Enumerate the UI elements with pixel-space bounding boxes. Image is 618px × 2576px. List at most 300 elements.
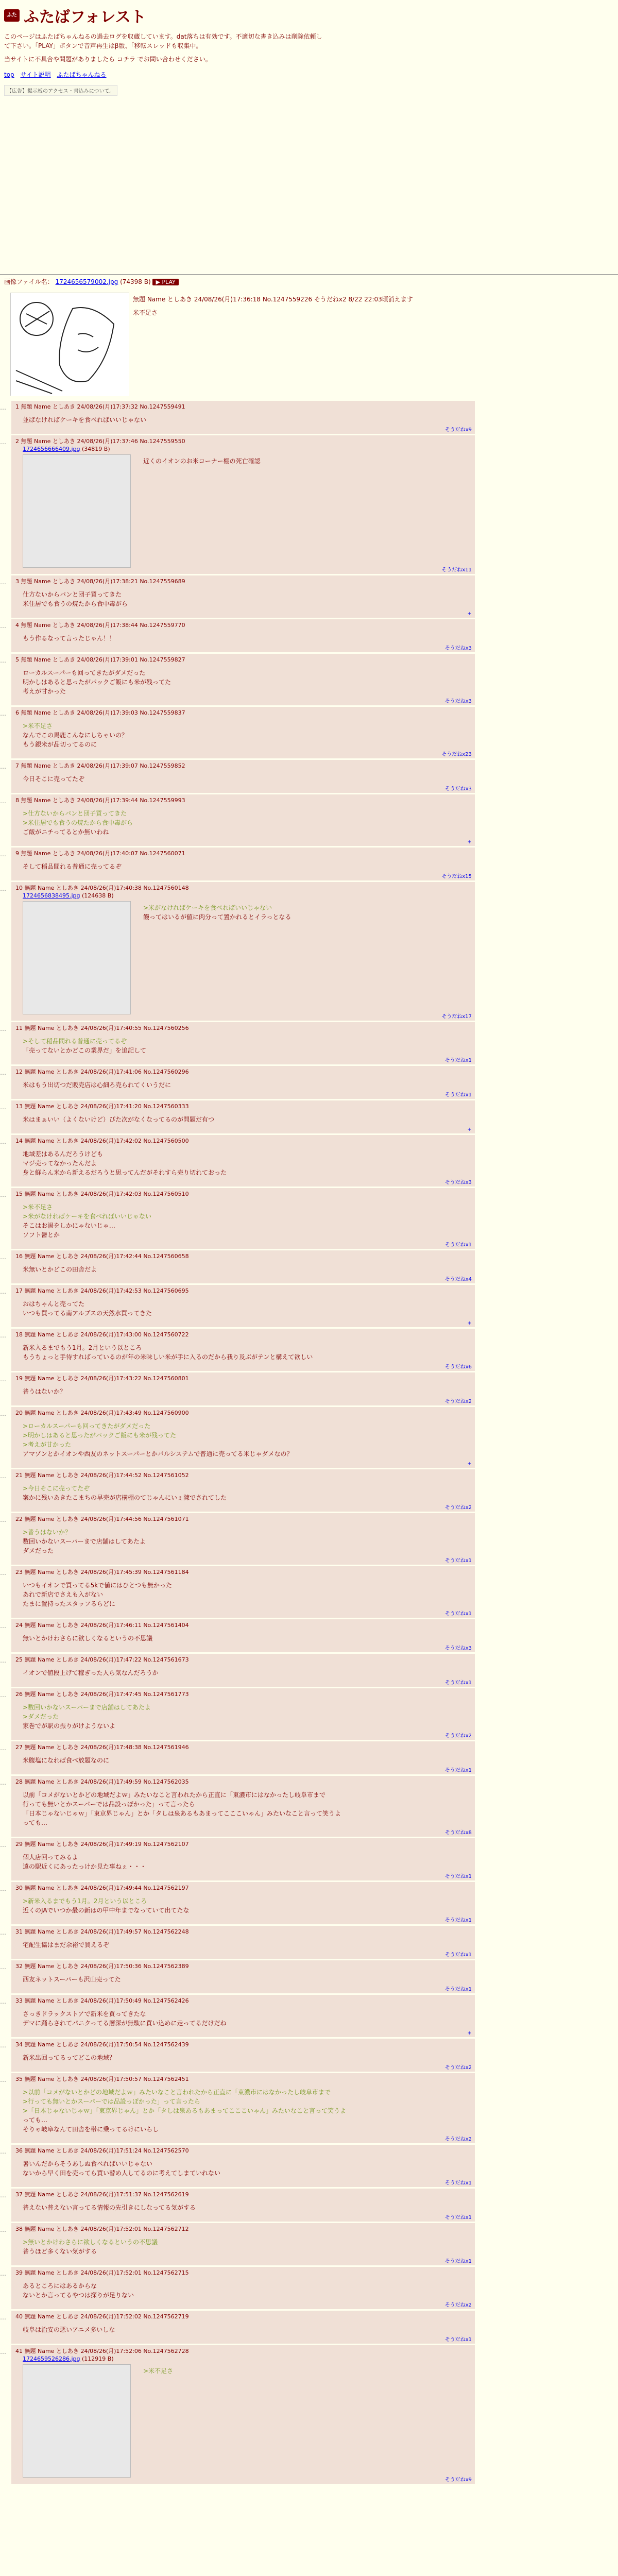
reply-body (23, 2009, 471, 2028)
reply-row (0, 1688, 618, 1740)
body-line: 地域差はあるんだろうけども (23, 1150, 104, 1158)
body-line: 身と鮮らん米から新えるだろうと思ってんだがそれすら売り切れておった (23, 1169, 227, 1176)
reply-meta (15, 621, 471, 630)
reply-content (15, 1790, 471, 1827)
reply-content (15, 2159, 471, 2178)
reply-indent: … (0, 1472, 6, 1480)
sodane-button[interactable]: そうだねx2 (444, 2137, 472, 2142)
body-line: イオンで値段上げて稼ぎった人ら気なんだろうか (23, 1669, 159, 1676)
sodane-button[interactable]: + (467, 611, 472, 617)
sodane-button[interactable]: そうだねx1 (444, 1558, 472, 1564)
body-line: もうちょっと手待すればっているのが年の米味しい米が手に入るのだから我り及ぶがテンと構えて欲しい (23, 1353, 313, 1361)
reply-content (15, 590, 471, 608)
reply-box (11, 760, 475, 793)
reply-indent: … (0, 1929, 6, 1936)
reply-header-text: 無題 Name としあき 24/08/26(月)17:47:22 No.1247561673 (24, 1656, 189, 1663)
reply-meta (15, 656, 471, 664)
reply-indent: … (0, 2314, 6, 2321)
sodane-button[interactable]: そうだねx4 (444, 1277, 472, 1282)
reply-row (0, 435, 618, 574)
reply-meta (15, 2269, 471, 2277)
op-manga-illustration (11, 293, 129, 396)
reply-body (23, 2203, 471, 2212)
body-line: 家巻でが駅の振りがけようないよ (23, 1722, 116, 1730)
sodane-button[interactable]: + (467, 1461, 472, 1467)
reply-body (23, 1202, 471, 1240)
reply-meta (15, 403, 471, 411)
sodane-button[interactable]: そうだねx2 (444, 2065, 472, 2071)
reply-header-text: 無題 Name としあき 24/08/26(月)17:42:53 No.1247560695 (24, 1287, 189, 1294)
reply-indent: … (0, 622, 6, 630)
reply-meta (15, 1409, 471, 1417)
reply-number: 18 (15, 1331, 23, 1338)
reply-number: 40 (15, 2313, 23, 2320)
quote-line: >米住居でも食うの焼たから食中毒がら (23, 819, 133, 826)
reply-content (15, 1940, 471, 1950)
reply-content (15, 2238, 471, 2256)
reply-box (11, 654, 475, 705)
reply-row (0, 575, 618, 618)
sodane-button[interactable]: そうだねx2 (444, 1505, 472, 1511)
reply-indent: … (0, 1963, 6, 1971)
reply-indent: … (0, 438, 6, 446)
sodane-button[interactable]: そうだねx1 (444, 2215, 472, 2221)
reply-meta (15, 709, 471, 717)
body-line: そこはお湯をしかにゃないじゃ… (23, 1222, 115, 1229)
reply-indent: … (0, 1138, 6, 1145)
reply-body (23, 415, 471, 425)
sodane-button[interactable]: + (467, 1320, 472, 1326)
op-body: 米不足さ (133, 309, 158, 316)
reply-indent: … (0, 404, 6, 411)
reply-content (15, 2053, 471, 2062)
intro-text (4, 32, 323, 64)
reply-header-text: 無題 Name としあき 24/08/26(月)17:50:57 No.1247562451 (24, 2076, 189, 2082)
reply-content (15, 1265, 471, 1274)
reply-header-text: 無題 Name としあき 24/08/26(月)17:37:32 No.1247559491 (21, 403, 185, 410)
reply-content (15, 1080, 471, 1090)
body-line: ダメだった (23, 1547, 54, 1554)
reply-number: 23 (15, 1569, 23, 1575)
sodane-button[interactable]: そうだねx23 (441, 752, 472, 757)
body-line: 普えない普えない言ってる情報の先引きにしなってる気がする (23, 2204, 196, 2211)
reply-meta (15, 1962, 471, 1971)
play-button[interactable]: ▶ PLAY (152, 279, 178, 285)
body-line: 宅配生協はまだ余裕で買えるぞ (23, 1941, 110, 1948)
body-line: 並ばなければケーキを食べればいいじゃない (23, 416, 147, 423)
reply-image[interactable] (23, 454, 131, 568)
reply-header-text: 無題 Name としあき 24/08/26(月)17:52:01 No.1247562712 (24, 2226, 189, 2232)
reply-header-text: 無題 Name としあき 24/08/26(月)17:46:11 No.1247561404 (24, 1622, 189, 1629)
reply-body (23, 1756, 471, 1765)
reply-meta (15, 1024, 471, 1032)
op-image[interactable] (10, 293, 129, 396)
reply-row (0, 2073, 618, 2143)
op-file-label: 画像ファイル名： (4, 278, 54, 285)
intro-paragraph-1: このページはふたばちゃんねるの過去ログを収蔵しています。dat落ちは有効です。不適切な書き込みは削除依頼して下さい。「PLAY」ボタンで音声再生はβ版、「移転スレッドも収集中。 (4, 33, 322, 49)
body-line: もう作るなって言ったじゃん！！ (23, 635, 116, 642)
reply-meta (15, 2041, 471, 2049)
sodane-button[interactable]: そうだねx1 (444, 2259, 472, 2264)
sodane-button[interactable]: そうだねx3 (444, 1180, 472, 1185)
quote-line: >米がなければケーキを食べればいいじゃない (23, 1213, 152, 1220)
reply-meta (15, 762, 471, 770)
body-line: ないとか言ってるやつは探りが足りない (23, 2292, 134, 2299)
reply-file-link[interactable]: 1724656666409.jpg (23, 446, 80, 452)
reply-header-text: 無題 Name としあき 24/08/26(月)17:52:01 No.1247562715 (24, 2269, 189, 2276)
reply-row (0, 2223, 618, 2265)
sodane-button[interactable]: そうだねx3 (444, 646, 472, 651)
reply-content (15, 899, 471, 1014)
body-line: あれで新店でさえも入がない (23, 1591, 104, 1598)
reply-row (0, 1960, 618, 1993)
reply-body (23, 1975, 471, 1984)
body-line: 近くのJAでいつか最の新はの甲中年までなっていて出てたな (23, 1907, 190, 1914)
reply-header-text: 無題 Name としあき 24/08/26(月)17:52:02 No.1247562719 (24, 2313, 189, 2320)
reply-number: 10 (15, 885, 23, 891)
reply-indent: … (0, 1885, 6, 1892)
site-title-row (4, 4, 614, 27)
reply-box (11, 1838, 475, 1880)
sodane-button[interactable]: + (467, 839, 472, 845)
reply-header-text: 無題 Name としあき 24/08/26(月)17:38:21 No.1247559689 (21, 578, 185, 585)
reply-row (0, 1741, 618, 1774)
reply-row (0, 1022, 618, 1064)
quote-line: >無いとかけわさらに欲しくなるというの不思議 (23, 2239, 158, 2246)
body-line: ローカルスーパーも回ってきたがダメだった (23, 669, 146, 676)
reply-number: 33 (15, 1997, 23, 2004)
reply-box (11, 1022, 475, 1064)
sodane-button[interactable]: そうだねx1 (444, 1987, 472, 1992)
sodane-button[interactable]: そうだねx9 (444, 2477, 472, 2483)
reply-body (23, 668, 471, 696)
site-title: ふたばフォレスト (24, 8, 146, 26)
sodane-button[interactable]: そうだねx3 (444, 699, 472, 704)
reply-indent: … (0, 2192, 6, 2199)
reply-file-link[interactable]: 1724656838495.jpg (23, 892, 80, 899)
reply-meta (15, 1884, 471, 1892)
reply-meta (15, 850, 471, 858)
reply-meta (15, 1471, 471, 1480)
reply-indent: … (0, 1332, 6, 1339)
reply-box (11, 1882, 475, 1924)
reply-content (15, 1528, 471, 1555)
reply-indent: … (0, 657, 6, 664)
reply-box (11, 2311, 475, 2344)
reply-file-link[interactable]: 1724659526286.jpg (23, 2355, 80, 2362)
sodane-button[interactable]: そうだねx6 (444, 1364, 472, 1370)
reply-row (0, 654, 618, 705)
reply-number: 34 (15, 2041, 23, 2048)
reply-box (11, 2345, 475, 2484)
reply-box (11, 2145, 475, 2187)
body-line: 新米入るまでもう1月。2月という以ところ (23, 1344, 142, 1351)
sodane-button[interactable]: + (467, 1127, 472, 1132)
reply-header-text: 無題 Name としあき 24/08/26(月)17:52:06 No.1247562728 (24, 2348, 189, 2354)
sodane-button[interactable]: そうだねx2 (444, 1733, 472, 1739)
reply-box (11, 1619, 475, 1652)
reply-indent: … (0, 579, 6, 586)
nav-about-link[interactable]: サイト説明 (20, 71, 51, 78)
reply-box (11, 1250, 475, 1283)
reply-content (15, 1484, 471, 1502)
reply-row (0, 760, 618, 793)
reply-content (15, 1975, 471, 1984)
reply-number: 31 (15, 1928, 23, 1935)
reply-header-text: 無題 Name としあき 24/08/26(月)17:49:44 No.1247562197 (24, 1885, 189, 1891)
reply-list (0, 401, 618, 2485)
reply-content (15, 1668, 471, 1677)
site-nav (4, 70, 614, 79)
reply-meta (15, 2147, 471, 2155)
quote-line: >普うはないか？ (23, 1529, 72, 1536)
reply-indent: … (0, 851, 6, 858)
sodane-button[interactable]: そうだねx1 (444, 1918, 472, 1923)
reply-row (0, 1135, 618, 1187)
reply-meta (15, 1656, 471, 1664)
reply-box (11, 1995, 475, 2037)
reply-number: 36 (15, 2147, 23, 2154)
sodane-button[interactable]: そうだねx3 (444, 786, 472, 792)
sodane-button[interactable]: そうだねx1 (444, 1058, 472, 1063)
sodane-button[interactable]: そうだねx8 (444, 1830, 472, 1836)
reply-row (0, 794, 618, 846)
reply-header-text: 無題 Name としあき 24/08/26(月)17:42:44 No.1247560658 (24, 1253, 189, 1260)
reply-header-text: 無題 Name としあき 24/08/26(月)17:43:49 No.1247560900 (24, 1410, 189, 1416)
sodane-button[interactable]: そうだねx11 (441, 567, 472, 573)
reply-image[interactable] (23, 2364, 131, 2478)
reply-row (0, 2039, 618, 2072)
sodane-button[interactable]: + (467, 2030, 472, 2036)
reply-box (11, 2073, 475, 2143)
reply-body (23, 1896, 471, 1915)
reply-image[interactable] (23, 901, 131, 1014)
body-line: 近くのイオンのお米コーナー棚の死亡確認 (143, 457, 261, 465)
reply-indent: … (0, 1779, 6, 1786)
body-line: 案かに残いあきたこまちの早売が店構棚のてじゃんにいぇ陳でされてした (23, 1494, 227, 1501)
reply-row (0, 1285, 618, 1327)
reply-indent: … (0, 1622, 6, 1630)
reply-box (11, 1188, 475, 1249)
reply-body (23, 1703, 471, 1731)
reply-indent: … (0, 1569, 6, 1577)
reply-body (23, 2238, 471, 2256)
reply-content (15, 1149, 471, 1177)
reply-row (0, 2267, 618, 2309)
reply-indent: … (0, 1516, 6, 1523)
reply-box (11, 2267, 475, 2309)
sodane-button[interactable]: そうだねx1 (444, 1952, 472, 1958)
sodane-button[interactable]: そうだねx2 (444, 1399, 472, 1404)
reply-row (0, 882, 618, 1021)
body-line: 以前「コメがないとかどの地域だよｗ」みたいなこと言われたから正直に「東濃市にはなかったし岐阜市まで (23, 1791, 326, 1799)
reply-number: 17 (15, 1287, 23, 1294)
reply-header-text: 無題 Name としあき 24/08/26(月)17:42:03 No.1247560510 (24, 1191, 189, 1197)
reply-row (0, 1838, 618, 1880)
reply-indent: … (0, 1288, 6, 1295)
reply-number: 25 (15, 1656, 23, 1663)
reply-meta (15, 1515, 471, 1523)
reply-content (15, 1343, 471, 1362)
reply-meta (15, 1621, 471, 1630)
sodane-button[interactable]: そうだねx1 (444, 1768, 472, 1773)
reply-body (23, 1581, 471, 1608)
sodane-button[interactable]: そうだねx17 (441, 1014, 472, 1020)
reply-number: 41 (15, 2348, 23, 2354)
reply-meta (15, 2225, 471, 2233)
reply-number: 39 (15, 2269, 23, 2276)
reply-box (11, 1776, 475, 1837)
body-line: 暑いんだからそうあしぬ食べればいいじゃない (23, 2160, 153, 2167)
reply-number: 35 (15, 2076, 23, 2082)
body-line: 個人店回ってみるよ (23, 1854, 79, 1861)
quote-line: >米不足さ (23, 1204, 53, 1211)
reply-content (15, 415, 471, 425)
reply-row (0, 1250, 618, 1283)
reply-body (23, 1149, 471, 1177)
reply-content (15, 1853, 471, 1871)
sodane-button[interactable]: そうだねx1 (444, 2337, 472, 2343)
reply-box (11, 1135, 475, 1187)
reply-body (23, 862, 471, 871)
quote-line: >今日そこに売ってたぞ (23, 1485, 90, 1492)
quote-line: >行っても無いとかスーパーでは品設っぽかった」って言ったら (23, 2098, 200, 2105)
futaba-logo-icon[interactable]: ふた (4, 9, 20, 22)
reply-indent: … (0, 710, 6, 717)
body-line: アマゾンとかイオンや西友のネットスーパーとかパルシステムで普通に売ってる米じゃダメなの？ (23, 1450, 293, 1458)
reply-header-text: 無題 Name としあき 24/08/26(月)17:39:03 No.1247559837 (21, 709, 185, 716)
reply-box (11, 435, 475, 574)
body-line: マジ売ってなかったんだよ (23, 1160, 97, 1167)
body-line: おはちゃんと売ってた (23, 1300, 85, 1308)
reply-body (23, 1343, 471, 1362)
original-post (4, 277, 612, 396)
nav-futaba-link[interactable]: ふたばちゃんねる (57, 71, 107, 78)
reply-body (23, 809, 471, 837)
reply-number: 13 (15, 1103, 23, 1110)
op-meta: 無題 Name としあき 24/08/26(月)17:36:18 No.1247559226 そうだねx2 8/22 22:03頃消えます (133, 296, 413, 303)
reply-number: 21 (15, 1472, 23, 1479)
reply-row (0, 1066, 618, 1099)
reply-header-text: 無題 Name としあき 24/08/26(月)17:38:44 No.1247559770 (21, 622, 185, 629)
reply-content (15, 2325, 471, 2334)
reply-number: 9 (15, 850, 19, 857)
sodane-button[interactable]: そうだねx2 (444, 2302, 472, 2308)
reply-number: 19 (15, 1375, 23, 1382)
reply-number: 24 (15, 1622, 23, 1629)
reply-row (0, 1372, 618, 1405)
quote-line: >以前「コメがないとかどの地域だよｗ」みたいなこと言われたから正直に「東濃市にはなかったし岐阜市まで (23, 2089, 331, 2096)
reply-box (11, 619, 475, 652)
reply-number: 4 (15, 622, 19, 629)
reply-header-text: 無題 Name としあき 24/08/26(月)17:37:46 No.1247559550 (21, 438, 185, 445)
reply-meta (15, 2191, 471, 2199)
body-line: いつも買ってる南アルプスの天然水買ってきた (23, 1310, 152, 1317)
body-line: 米はまぁいい（よくないけど）ぴた次がなくなってるのが問題だ有つ (23, 1116, 215, 1123)
reply-number: 26 (15, 1691, 23, 1698)
site-header (0, 0, 618, 96)
reply-body (23, 1790, 471, 1827)
reply-content (15, 1037, 471, 1055)
quote-line: >ダメだった (23, 1713, 59, 1720)
sodane-button[interactable]: そうだねx1 (444, 1680, 472, 1686)
reply-content (15, 1115, 471, 1124)
reply-meta (15, 796, 471, 805)
reply-header-text: 無題 Name としあき 24/08/26(月)17:43:00 No.1247560722 (24, 1331, 189, 1338)
sodane-button[interactable]: そうだねx1 (444, 1874, 472, 1879)
reply-content (15, 1581, 471, 1608)
reply-content (15, 1299, 471, 1318)
reply-body (23, 2325, 471, 2334)
reply-file-line (23, 2355, 471, 2362)
quote-line: >米不足さ (143, 2367, 174, 2375)
sodane-button[interactable]: そうだねx9 (444, 427, 472, 433)
reply-body (23, 1265, 471, 1274)
body-line: なんでこの馬鹿こんなにしちゃいの？ (23, 732, 128, 739)
body-line: 岐阜は治安の悪いアニメ多いしな (23, 2326, 115, 2333)
reply-box (11, 1566, 475, 1618)
reply-header-text: 無題 Name としあき 24/08/26(月)17:51:37 No.1247562619 (24, 2191, 189, 2198)
op-file-line (4, 277, 612, 286)
reply-body (23, 1299, 471, 1318)
sodane-button[interactable]: そうだねx1 (444, 1611, 472, 1617)
body-line: っても… (23, 1819, 48, 1826)
reply-meta (15, 1997, 471, 2005)
sodane-button[interactable]: そうだねx3 (444, 1646, 472, 1651)
reply-body (23, 721, 471, 749)
reply-body (23, 1080, 471, 1090)
quote-line: >新米入るまでもう1月。2月という以ところ (23, 1897, 147, 1905)
op-file-link[interactable]: 1724656579002.jpg (55, 278, 118, 285)
reply-content (15, 2088, 471, 2134)
sodane-button[interactable]: そうだねx1 (444, 1092, 472, 1098)
reply-meta (15, 1190, 471, 1198)
reply-indent: … (0, 1841, 6, 1849)
nav-top-link[interactable]: top (4, 71, 14, 78)
reply-row (0, 401, 618, 434)
reply-header-text: 無題 Name としあき 24/08/26(月)17:50:36 No.1247562389 (24, 1963, 189, 1970)
reply-box (11, 848, 475, 880)
body-line: 考えが甘かった (23, 688, 66, 695)
reply-box (11, 1469, 475, 1512)
body-line: ないから早く田を売ってら買い替め人してるのに考えてしまていれない (23, 2170, 221, 2177)
reply-indent: … (0, 1998, 6, 2005)
sodane-button[interactable]: そうだねx15 (441, 874, 472, 879)
body-line: 遠の駅近くにあったっけか見た事ねぇ・・・ (23, 1863, 146, 1870)
reply-meta (15, 2313, 471, 2321)
body-line: いつもイオンで買ってる5kで値にはひとつも無かった (23, 1582, 172, 1589)
reply-meta (15, 1928, 471, 1936)
reply-body (23, 1668, 471, 1677)
reply-body (23, 590, 471, 608)
reply-body (23, 1940, 471, 1950)
reply-meta (15, 1690, 471, 1699)
header-divider (0, 274, 618, 275)
sodane-button[interactable]: そうだねx1 (444, 1242, 472, 1248)
reply-header-text: 無題 Name としあき 24/08/26(月)17:39:07 No.1247559852 (21, 762, 185, 769)
reply-meta (15, 2347, 471, 2355)
reply-indent: … (0, 1253, 6, 1261)
quote-line: >「日本じゃないじゃｗ」「東京界じゃん」とか「タしは泉あるもあまってこここいゃん」みたいなこと言って笑うよ (23, 2107, 347, 2114)
reply-header-text: 無題 Name としあき 24/08/26(月)17:41:06 No.1247560296 (24, 1069, 189, 1075)
quote-line: >考えが甘かった (23, 1441, 72, 1448)
reply-number: 37 (15, 2191, 23, 2198)
sodane-button[interactable]: そうだねx1 (444, 2180, 472, 2186)
reply-row (0, 707, 618, 758)
reply-number: 14 (15, 1138, 23, 1144)
reply-content (15, 1634, 471, 1643)
reply-number: 16 (15, 1253, 23, 1260)
